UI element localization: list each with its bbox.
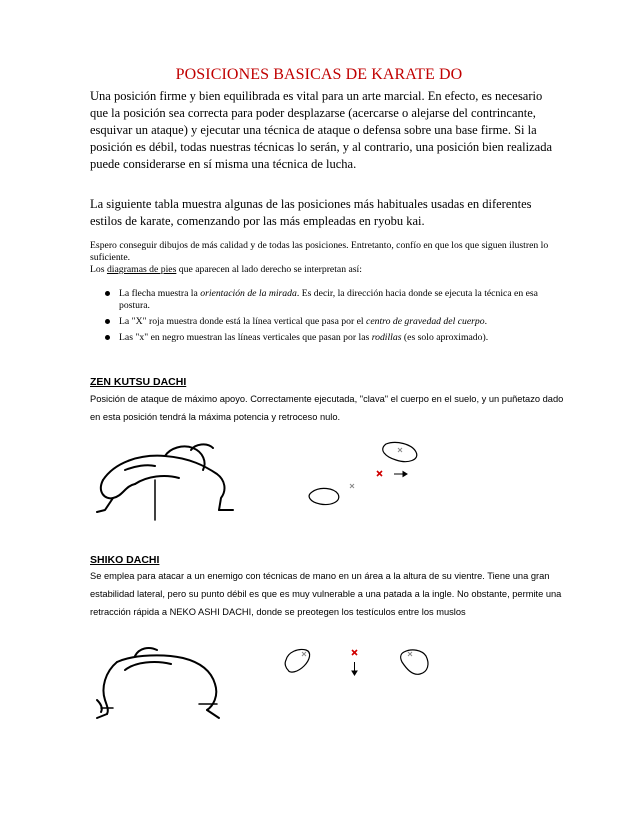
page-title: POSICIONES BASICAS DE KARATE DO <box>175 66 463 83</box>
center-of-gravity-x-icon <box>377 471 382 476</box>
diagram-link[interactable]: diagramas de pies <box>106 264 177 275</box>
legend-list <box>90 288 550 348</box>
bullet-icon <box>105 335 110 340</box>
zen-kutsu-dachi-foot-diagram <box>300 440 450 520</box>
emphasis: orientación de la mirada <box>200 288 297 299</box>
shiko-dachi-foot-diagram <box>280 642 440 692</box>
section-heading-shiko-dachi: SHIKO DACHI <box>90 554 160 566</box>
intro-paragraph-1: Una posición firme y bien equilibrada es vital para un arte marcial. En efecto, es necesario que la posición sea correcta para poder desplazarse (acercarse o alejarse del contrincante, esquivar un ataque) y ejecutar una técnica de ataque o defensa sobre una base firme. Si la posición es débil, todas nuestras técnicas lo serán, y al contrario, una posición bien realizada puede considerarse en sí misma una técnica de lucha. <box>90 89 552 171</box>
diagram-intro <box>90 264 560 276</box>
list-item: La flecha muestra la orientación de la mirada. Es decir, la dirección hacia donde se ejecuta la técnica en esa postura. <box>90 288 550 312</box>
bullet-icon <box>105 319 110 324</box>
bullet-icon <box>105 291 110 296</box>
section-body-shiko-dachi: Se emplea para atacar a un enemigo con técnicas de mano en un área a la altura de su vientre. Tiene una gran estabilidad lateral, pero su punto débil es que es muy vulnerable a una patada a la ingle. No obstante, permite una retracción rápida a NEKO ASHI DACHI, donde se preotegen los testículos entre los muslos <box>90 571 562 617</box>
intro-paragraph-2: La siguiente tabla muestra algunas de las posiciones más habituales usadas en diferentes estilos de karate, comenzando por las más empleadas en ryobu kai. <box>90 197 532 228</box>
foot-outline <box>401 650 428 674</box>
diagram-intro-suffix: que aparecen al lado derecho se interpretan así: <box>176 264 362 275</box>
arrow-right-icon <box>394 472 407 477</box>
arrow-down-icon <box>352 662 357 675</box>
foot-outline <box>383 442 417 461</box>
note-paragraph: Espero conseguir dibujos de más calidad y de todas las posiciones. Entretanto, confío en que los que siguen ilustren lo suficiente. <box>90 240 549 263</box>
center-of-gravity-x-icon <box>352 650 357 655</box>
knee-x-icon <box>350 448 402 488</box>
foot-outline <box>285 649 309 672</box>
foot-outline <box>309 488 339 504</box>
diagram-intro-prefix: Los <box>90 264 107 275</box>
section-body-zen-kutsu-dachi: Posición de ataque de máximo apoyo. Correctamente ejecutada, "clava" el cuerpo en el suelo, y un puñetazo dado en esta posición tendrá la máxima potencia y retroceso nulo. <box>90 394 564 422</box>
list-item: La "X" roja muestra donde está la línea vertical que pasa por el centro de gravedad del cuerpo. <box>90 316 550 328</box>
shiko-dachi-figure <box>95 642 245 722</box>
emphasis: centro de gravedad del cuerpo <box>366 316 485 327</box>
list-item: Las "x" en negro muestran las líneas verticales que pasan por las rodillas (es solo aproximado). <box>90 332 550 344</box>
emphasis: rodillas <box>371 332 402 343</box>
zen-kutsu-dachi-figure <box>95 440 245 520</box>
section-heading-zen-kutsu-dachi: ZEN KUTSU DACHI <box>90 376 187 388</box>
